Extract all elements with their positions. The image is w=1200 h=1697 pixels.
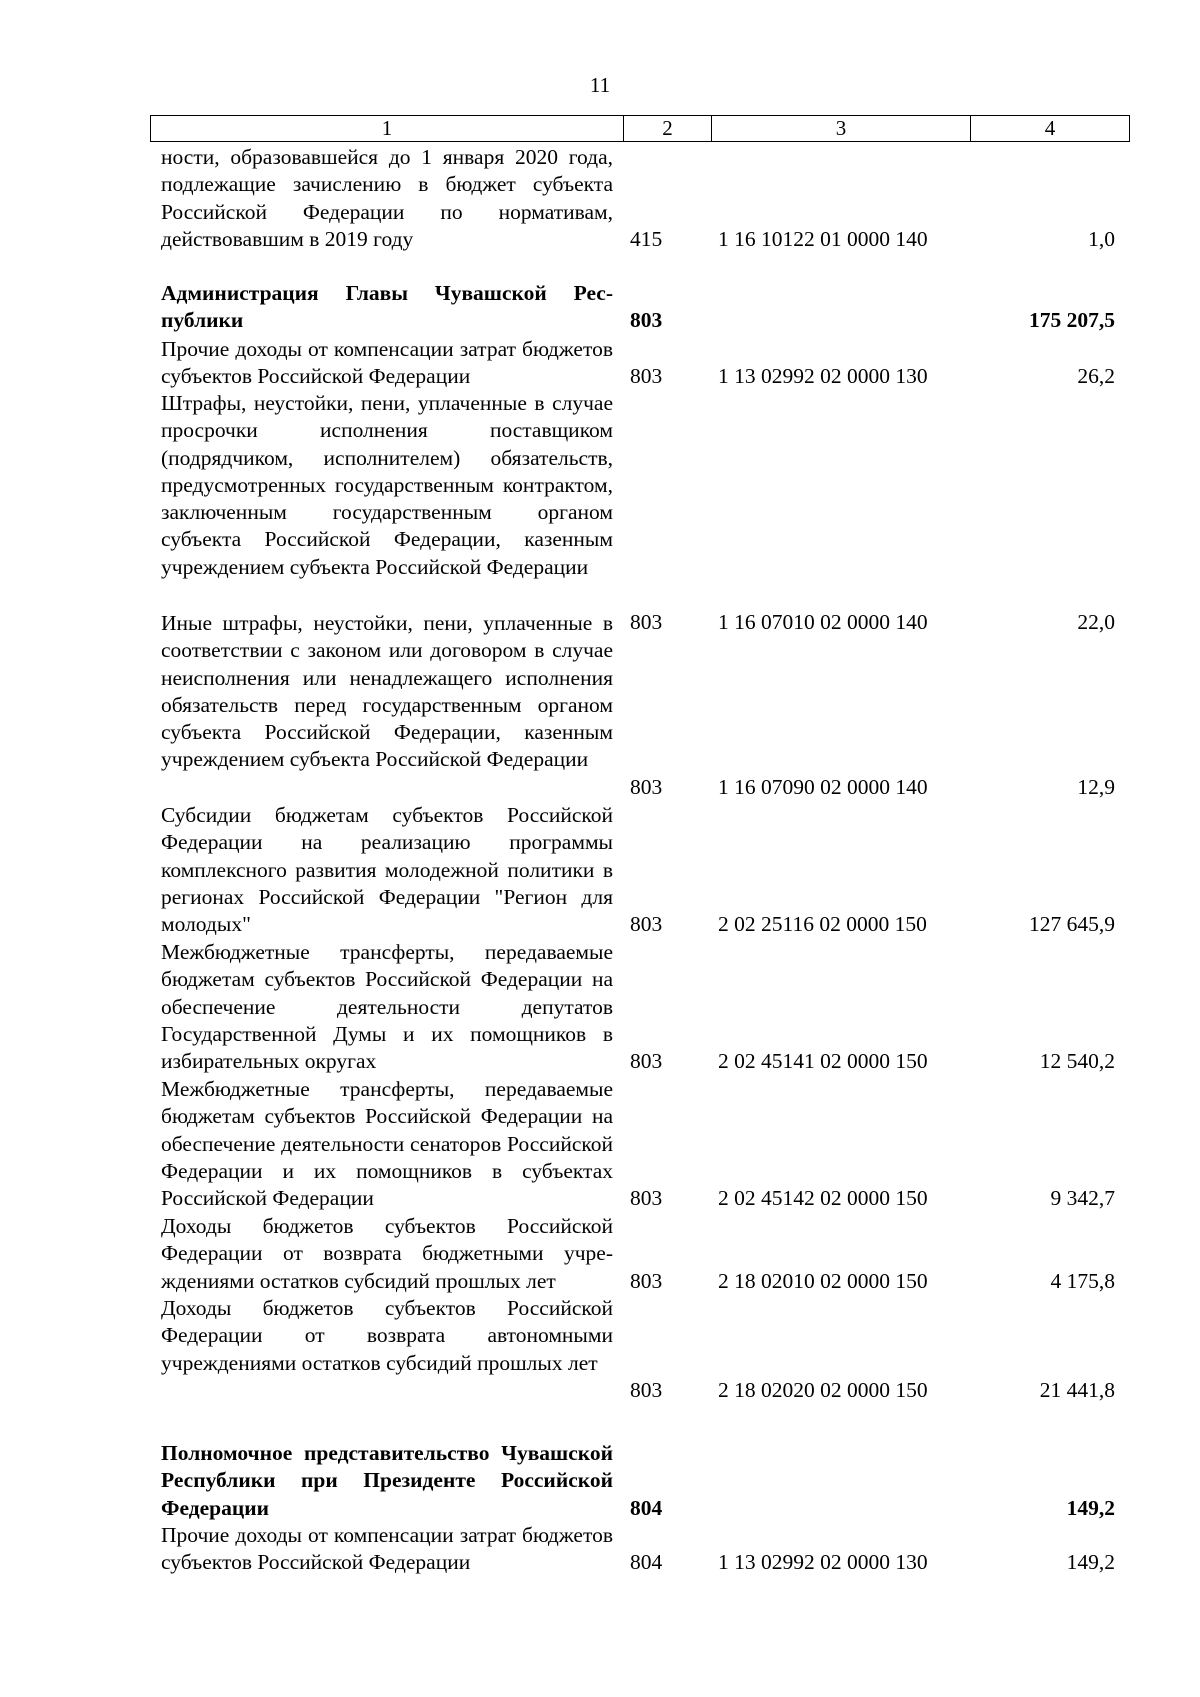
row-amount: 149,2 xyxy=(1066,1550,1115,1574)
table-row xyxy=(0,1522,1200,1578)
row-code: 804 xyxy=(630,1496,663,1520)
row-name: Доходы бюджетов субъектов Российской Федерации от возврата бюджетными учреждениями остатков субсидий прошлых лет xyxy=(161,1214,613,1293)
row-amount: 127 645,9 xyxy=(1029,912,1115,936)
row-amount: 22,0 xyxy=(1077,610,1115,634)
table-row-section xyxy=(0,1440,1200,1522)
row-amount: 1,0 xyxy=(1088,227,1115,251)
row-name: Иные штрафы, неустойки, пени, уплаченные в соответствии с законом или договором в случае неисполнения или ненадлежащего исполнения обязательств перед государственным органом субъекта Российской Федерации, казенным учреждением субъекта Российской Федерации xyxy=(161,611,613,772)
header-col-3: 3 xyxy=(712,116,971,141)
row-code: 803 xyxy=(630,912,663,936)
row-code: 803 xyxy=(630,1269,663,1293)
row-kbk: 2 02 45141 02 0000 150 xyxy=(718,1049,928,1073)
page-number: 11 xyxy=(589,73,611,97)
row-code: 803 xyxy=(630,1378,663,1402)
row-kbk: 1 16 07010 02 0000 140 xyxy=(718,610,928,634)
table-row xyxy=(0,336,1200,392)
row-code: 804 xyxy=(630,1550,663,1574)
table-header xyxy=(150,115,1130,142)
row-amount: 9 342,7 xyxy=(1050,1186,1115,1210)
row-name: Межбюджетные трансферты, передаваемые бюджетам субъектов Российской Федерации на обеспечение деятельности сенаторов Российской Федерации и их помощников в субъектах Российской Федерации xyxy=(161,1077,613,1211)
table-row xyxy=(0,1076,1200,1213)
row-amount: 26,2 xyxy=(1077,364,1115,388)
row-name: Субсидии бюджетам субъектов Российской Федерации на реализацию программы комплексного развития молодежной политики в регионах Российской Федерации "Регион для молодых" xyxy=(161,803,613,937)
row-amount: 12 540,2 xyxy=(1039,1049,1115,1073)
header-col-2: 2 xyxy=(624,116,712,141)
section-name: Администрация Главы Чувашской Республики xyxy=(161,281,613,333)
row-kbk: 1 16 10122 01 0000 140 xyxy=(718,227,928,251)
row-name: Прочие доходы от компенсации затрат бюджетов субъектов Российской Федерации xyxy=(161,337,613,389)
row-kbk: 1 13 02992 02 0000 130 xyxy=(718,364,928,388)
row-code: 803 xyxy=(630,1049,663,1073)
table-row xyxy=(0,1213,1200,1295)
table-row xyxy=(0,1295,1200,1405)
row-name: ности, образовавшейся до 1 января 2020 года, подлежащие зачислению в бюджет субъекта Российской Федерации по нормативам, действовавшим в 2019 году xyxy=(161,145,613,251)
row-kbk: 2 18 02010 02 0000 150 xyxy=(718,1269,928,1293)
table-row xyxy=(0,144,1200,254)
table-row xyxy=(0,610,1200,802)
row-code: 803 xyxy=(630,610,663,634)
row-name: Межбюджетные трансферты, передаваемые бюджетам субъектов Российской Федерации на обеспечение деятельности депутатов Государственной Думы и их помощников в избирательных округах xyxy=(161,940,613,1074)
row-name: Штрафы, неустойки, пени, уплаченные в случае просрочки исполнения поставщиком (подрядчиком, исполнителем) обязательств, предусмотренных государственным контрактом, заключенным государственным органом субъекта Российской Федерации, казенным учреждением субъекта Российской Федерации xyxy=(161,391,613,579)
table-row xyxy=(0,802,1200,939)
header-col-4: 4 xyxy=(1044,116,1056,140)
row-code: 803 xyxy=(630,775,663,799)
row-name: Прочие доходы от компенсации затрат бюджетов субъектов Российской Федерации xyxy=(161,1523,613,1575)
row-code: 415 xyxy=(630,227,663,251)
row-amount: 21 441,8 xyxy=(1039,1378,1115,1402)
row-amount: 175 207,5 xyxy=(1029,308,1115,332)
row-kbk: 2 18 02020 02 0000 150 xyxy=(718,1378,928,1402)
row-kbk: 2 02 25116 02 0000 150 xyxy=(718,912,927,936)
row-code: 803 xyxy=(630,308,663,332)
row-code: 803 xyxy=(630,364,663,388)
row-kbk: 1 16 07090 02 0000 140 xyxy=(718,775,928,799)
row-amount: 149,2 xyxy=(1066,1496,1115,1520)
row-amount: 12,9 xyxy=(1077,775,1115,799)
table-row xyxy=(0,939,1200,1076)
row-amount: 4 175,8 xyxy=(1050,1269,1115,1293)
row-kbk: 2 02 45142 02 0000 150 xyxy=(718,1186,928,1210)
table-row xyxy=(0,390,1200,636)
header-col-1: 1 xyxy=(151,116,624,141)
table-row-section xyxy=(0,280,1200,336)
row-code: 803 xyxy=(630,1186,663,1210)
row-name: Доходы бюджетов субъектов Российской Федерации от возврата автономными учреждениями остатков субсидий прошлых лет xyxy=(161,1296,613,1375)
section-name: Полномочное представительство Чувашской Республики при Президенте Российской Федерации xyxy=(161,1441,613,1520)
row-kbk: 1 13 02992 02 0000 130 xyxy=(718,1550,928,1574)
